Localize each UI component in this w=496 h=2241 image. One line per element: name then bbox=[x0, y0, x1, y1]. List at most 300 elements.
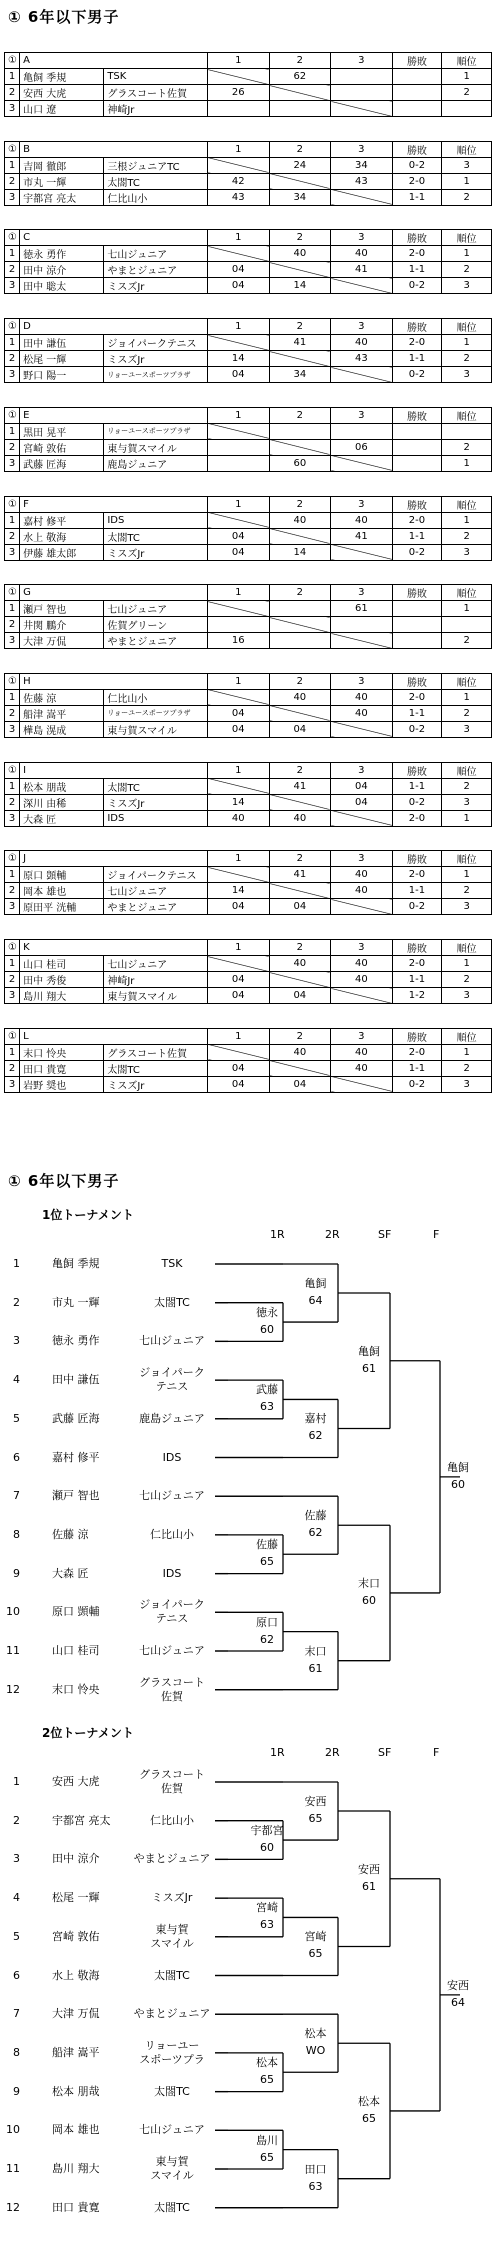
player-name: 船津 嵩平 bbox=[20, 705, 104, 721]
player-club: グラスコート 佐賀 bbox=[139, 1768, 205, 1795]
player-club: 東与賀スマイル bbox=[104, 439, 208, 455]
player-number: 9 bbox=[13, 1566, 20, 1580]
match-score: 34 bbox=[269, 367, 331, 383]
tournament-label: 2位トーナメント bbox=[42, 1726, 134, 1740]
column-header: 勝敗 bbox=[392, 585, 442, 601]
match-score: 14 bbox=[208, 883, 270, 899]
match-score: 40 bbox=[269, 956, 331, 972]
winner-name: 松本 bbox=[256, 2056, 278, 2070]
match-score: 60 bbox=[260, 1841, 274, 1855]
player-club: 太閤TC bbox=[154, 1968, 190, 1982]
player-club: ジョイパーク テニス bbox=[139, 1598, 205, 1626]
match-score: 14 bbox=[208, 794, 270, 810]
rank: 2 bbox=[442, 262, 492, 278]
match-score: 61 bbox=[362, 1879, 376, 1893]
match-score: 40 bbox=[331, 1044, 393, 1060]
rank: 1 bbox=[442, 867, 492, 883]
player-name: 原田平 洸輔 bbox=[20, 899, 104, 915]
group-marker: ① bbox=[5, 319, 20, 335]
column-header: 勝敗 bbox=[392, 319, 442, 335]
column-header: 1 bbox=[208, 851, 270, 867]
win-loss: 0-2 bbox=[392, 278, 442, 294]
player-number: 5 bbox=[13, 1411, 20, 1425]
player-club: 七山ジュニア bbox=[104, 601, 208, 617]
player-name: 安西 大虎 bbox=[20, 85, 104, 101]
rank: 1 bbox=[442, 1044, 492, 1060]
winner-name: 武藤 bbox=[256, 1383, 278, 1397]
winner-name: 宮崎 bbox=[256, 1901, 278, 1915]
match-score: 61 bbox=[308, 1661, 323, 1675]
column-header: 勝敗 bbox=[392, 230, 442, 246]
player-name: 宮崎 敦佑 bbox=[20, 439, 104, 455]
match-score: 04 bbox=[208, 528, 270, 544]
group-marker: ① bbox=[5, 940, 20, 956]
player-club: TSK bbox=[104, 69, 208, 85]
player-club: 三根ジュニアTC bbox=[104, 157, 208, 173]
win-loss: 2-0 bbox=[392, 173, 442, 189]
player-name: 樺島 滉成 bbox=[20, 721, 104, 737]
player-number: 7 bbox=[13, 2007, 20, 2021]
player-name: 宇都宮 亮太 bbox=[52, 1813, 111, 1827]
player-club: やまとジュニア bbox=[104, 899, 208, 915]
winner-name: 亀飼 bbox=[447, 1460, 469, 1474]
player-club: リョーユースポーツプラザ bbox=[104, 367, 208, 383]
match-score: 40 bbox=[331, 689, 393, 705]
column-header: 順位 bbox=[442, 673, 492, 689]
player-club: リョーユースポーツプラザ bbox=[104, 423, 208, 439]
winner-name: 徳永 bbox=[256, 1306, 278, 1320]
player-name: 大津 万侃 bbox=[52, 2007, 100, 2021]
column-header: 3 bbox=[331, 940, 393, 956]
player-name: 深川 由稀 bbox=[20, 794, 104, 810]
rank: 2 bbox=[442, 883, 492, 899]
player-name: 田中 聡太 bbox=[20, 278, 104, 294]
row-number: 1 bbox=[5, 689, 20, 705]
row-number: 1 bbox=[5, 423, 20, 439]
player-club: 七山ジュニア bbox=[139, 1489, 205, 1503]
player-club: 神崎Jr bbox=[104, 101, 208, 117]
group-name: J bbox=[20, 851, 208, 867]
player-number: 12 bbox=[6, 1682, 20, 1696]
round-header: 1R bbox=[270, 1746, 285, 1759]
player-name: 佐藤 涼 bbox=[52, 1527, 89, 1541]
player-name: 山口 桂司 bbox=[20, 956, 104, 972]
winner-name: 末口 bbox=[304, 1644, 327, 1658]
match-score: 62 bbox=[269, 69, 331, 85]
rank: 1 bbox=[442, 512, 492, 528]
group-marker: ① bbox=[5, 496, 20, 512]
row-number: 1 bbox=[5, 246, 20, 262]
player-number: 6 bbox=[13, 1450, 20, 1464]
group-name: D bbox=[20, 319, 208, 335]
group-name: F bbox=[20, 496, 208, 512]
match-score: 40 bbox=[331, 1060, 393, 1076]
match-score: 64 bbox=[451, 1995, 465, 2009]
player-name: 岡本 雄也 bbox=[52, 2123, 100, 2137]
match-score: 04 bbox=[207, 972, 269, 988]
row-number: 1 bbox=[5, 335, 20, 351]
player-club: 仁比山小 bbox=[104, 689, 208, 705]
rank: 3 bbox=[442, 278, 492, 294]
player-name: 田口 貴寛 bbox=[20, 1060, 104, 1076]
player-name: 田口 貴寛 bbox=[52, 2200, 100, 2214]
column-header: 1 bbox=[208, 1028, 270, 1044]
column-header: 3 bbox=[331, 319, 393, 335]
match-score: 04 bbox=[208, 1060, 270, 1076]
match-score: 40 bbox=[269, 689, 331, 705]
match-score: 40 bbox=[269, 810, 331, 826]
player-club: 東与賀スマイル bbox=[104, 721, 208, 737]
player-club: 東与賀 スマイル bbox=[150, 1922, 194, 1950]
win-loss: 1-1 bbox=[392, 189, 442, 205]
group-marker: ① bbox=[5, 53, 20, 69]
player-club: ジョイパーク テニス bbox=[139, 1366, 205, 1394]
player-club: 七山ジュニア bbox=[139, 1334, 205, 1348]
win-loss: 1-1 bbox=[392, 883, 442, 899]
winner-name: 宇都宮 bbox=[250, 1824, 284, 1838]
row-number: 1 bbox=[5, 778, 20, 794]
player-club: 太閤TC bbox=[154, 2200, 190, 2214]
player-club: やまとジュニア bbox=[133, 2007, 211, 2021]
column-header: 2 bbox=[269, 762, 331, 778]
player-name: 宇都宮 亮太 bbox=[20, 189, 104, 205]
player-club: ミスズJr bbox=[104, 794, 208, 810]
player-name: 水上 敬海 bbox=[20, 528, 104, 544]
column-header: 2 bbox=[269, 407, 331, 423]
win-loss: 2-0 bbox=[392, 246, 442, 262]
column-header: 3 bbox=[331, 673, 393, 689]
group-name: G bbox=[20, 585, 208, 601]
player-number: 4 bbox=[13, 1891, 20, 1905]
column-header: 順位 bbox=[442, 53, 492, 69]
match-score: 43 bbox=[331, 173, 393, 189]
match-score: 41 bbox=[269, 778, 331, 794]
match-score: 60 bbox=[260, 1323, 274, 1337]
rank: 1 bbox=[442, 246, 492, 262]
column-header: 1 bbox=[208, 319, 270, 335]
match-score: 04 bbox=[331, 778, 393, 794]
row-number: 1 bbox=[5, 867, 20, 883]
match-score: 04 bbox=[208, 367, 270, 383]
column-header: 順位 bbox=[442, 762, 492, 778]
column-header: 勝敗 bbox=[392, 851, 442, 867]
player-number: 4 bbox=[13, 1373, 20, 1387]
player-number: 6 bbox=[13, 1968, 20, 1982]
column-header: 1 bbox=[207, 141, 269, 157]
row-number: 1 bbox=[5, 601, 20, 617]
row-number: 1 bbox=[5, 956, 20, 972]
player-number: 7 bbox=[13, 1489, 20, 1503]
rank: 3 bbox=[442, 794, 492, 810]
row-number: 1 bbox=[5, 69, 20, 85]
match-score: 34 bbox=[331, 157, 393, 173]
row-number: 3 bbox=[5, 810, 20, 826]
player-name: 武藤 匠海 bbox=[52, 1411, 100, 1425]
row-number: 3 bbox=[5, 367, 20, 383]
player-name: 武藤 匠海 bbox=[20, 455, 104, 471]
rank: 2 bbox=[442, 633, 492, 649]
winner-name: 原口 bbox=[256, 1615, 278, 1629]
player-club: IDS bbox=[104, 810, 208, 826]
round-header: 2R bbox=[325, 1228, 340, 1241]
win-loss: 0-2 bbox=[392, 1076, 442, 1092]
rank: 3 bbox=[442, 1076, 492, 1092]
match-score: 62 bbox=[308, 1526, 323, 1540]
player-number: 10 bbox=[6, 1605, 20, 1619]
row-number: 3 bbox=[5, 278, 20, 294]
group-name: E bbox=[20, 407, 208, 423]
row-number: 3 bbox=[5, 633, 20, 649]
column-header: 勝敗 bbox=[392, 673, 442, 689]
match-score: 40 bbox=[331, 867, 393, 883]
match-score: 40 bbox=[269, 246, 331, 262]
match-score: 61 bbox=[331, 601, 393, 617]
column-header: 勝敗 bbox=[392, 1028, 442, 1044]
player-name: 吉岡 徹郎 bbox=[20, 157, 104, 173]
player-club: 七山ジュニア bbox=[139, 1644, 205, 1657]
row-number: 2 bbox=[5, 439, 20, 455]
row-number: 3 bbox=[5, 544, 20, 560]
match-score: 40 bbox=[331, 956, 393, 972]
win-loss: 2-0 bbox=[392, 1044, 442, 1060]
row-number: 1 bbox=[5, 512, 20, 528]
column-header: 2 bbox=[269, 585, 331, 601]
match-score: 65 bbox=[260, 2150, 274, 2164]
column-header: 順位 bbox=[442, 407, 492, 423]
column-header: 1 bbox=[207, 53, 269, 69]
rank: 2 bbox=[442, 189, 492, 205]
match-score: 60 bbox=[451, 1477, 465, 1491]
player-name: 島川 翔大 bbox=[52, 2162, 100, 2175]
match-score: 41 bbox=[269, 335, 331, 351]
column-header: 順位 bbox=[442, 1028, 492, 1044]
player-name: 黒田 晃平 bbox=[20, 423, 104, 439]
row-number: 2 bbox=[5, 85, 20, 101]
player-club: 七山ジュニア bbox=[104, 246, 208, 262]
row-number: 2 bbox=[5, 705, 20, 721]
player-name: 島川 翔大 bbox=[20, 988, 104, 1004]
match-score: 42 bbox=[207, 173, 269, 189]
player-name: 大森 匠 bbox=[20, 810, 104, 826]
player-club: 鹿島ジュニア bbox=[104, 455, 208, 471]
page-title: ① 6年以下男子 bbox=[8, 8, 120, 26]
row-number: 1 bbox=[5, 1044, 20, 1060]
player-name: 田中 涼介 bbox=[52, 1852, 100, 1866]
player-club: ジョイパークテニス bbox=[104, 335, 208, 351]
column-header: 1 bbox=[208, 407, 270, 423]
row-number: 2 bbox=[5, 1060, 20, 1076]
group-name: B bbox=[20, 141, 208, 157]
winner-name: 島川 bbox=[256, 2133, 278, 2147]
player-name: 末口 怜央 bbox=[52, 1682, 100, 1696]
player-club: グラスコート 佐賀 bbox=[139, 1675, 205, 1703]
column-header: 1 bbox=[208, 230, 270, 246]
match-score: 43 bbox=[331, 351, 393, 367]
player-club: リョーユースポーツプラザ bbox=[104, 705, 208, 721]
column-header: 勝敗 bbox=[392, 762, 442, 778]
match-score: 04 bbox=[331, 794, 393, 810]
player-number: 10 bbox=[6, 2123, 20, 2137]
player-club: 東与賀スマイル bbox=[104, 988, 208, 1004]
column-header: 順位 bbox=[442, 141, 492, 157]
player-club: 鹿島ジュニア bbox=[139, 1411, 205, 1425]
player-name: 岡本 雄也 bbox=[20, 883, 104, 899]
match-score: 61 bbox=[362, 1361, 376, 1375]
column-header: 順位 bbox=[442, 940, 492, 956]
match-score: 04 bbox=[269, 988, 331, 1004]
match-score: 65 bbox=[308, 1947, 323, 1961]
player-club: 七山ジュニア bbox=[104, 883, 208, 899]
group-name: L bbox=[20, 1028, 208, 1044]
player-club: 太閤TC bbox=[154, 1295, 190, 1309]
match-score: 04 bbox=[208, 262, 270, 278]
winner-name: 佐藤 bbox=[256, 1538, 278, 1552]
match-score: 40 bbox=[331, 705, 393, 721]
group-name: I bbox=[20, 762, 208, 778]
match-score: 04 bbox=[207, 988, 269, 1004]
match-score: 40 bbox=[331, 335, 393, 351]
match-score: 04 bbox=[207, 705, 269, 721]
row-number: 3 bbox=[5, 988, 20, 1004]
player-club: やまとジュニア bbox=[104, 633, 208, 649]
group-marker: ① bbox=[5, 141, 20, 157]
match-score: 14 bbox=[208, 351, 270, 367]
player-name: 徳永 勇作 bbox=[52, 1334, 100, 1348]
player-club: やまとジュニア bbox=[133, 1852, 211, 1866]
match-score: 63 bbox=[308, 2179, 323, 2193]
player-name: 岩野 奨也 bbox=[20, 1076, 104, 1092]
winner-name: 亀飼 bbox=[358, 1344, 380, 1358]
tournament-title: ① 6年以下男子 bbox=[8, 1172, 120, 1190]
player-name: 田中 謙伍 bbox=[52, 1373, 100, 1387]
match-score: 40 bbox=[269, 512, 331, 528]
rank: 2 bbox=[442, 972, 492, 988]
match-score: 62 bbox=[260, 1632, 274, 1646]
row-number: 2 bbox=[5, 528, 20, 544]
column-header: 2 bbox=[269, 319, 331, 335]
win-loss: 0-2 bbox=[392, 157, 442, 173]
column-header: 3 bbox=[331, 53, 393, 69]
group-marker: ① bbox=[5, 230, 20, 246]
column-header: 勝敗 bbox=[392, 53, 442, 69]
player-club: 東与賀 スマイル bbox=[150, 2155, 194, 2182]
player-name: 船津 嵩平 bbox=[52, 2045, 100, 2059]
column-header: 1 bbox=[207, 585, 269, 601]
match-score: 40 bbox=[331, 883, 393, 899]
player-club: 七山ジュニア bbox=[139, 2123, 205, 2137]
win-loss: 2-0 bbox=[392, 867, 442, 883]
player-club: IDS bbox=[162, 1566, 182, 1580]
match-score: 65 bbox=[260, 2073, 274, 2087]
player-club: 太閤TC bbox=[104, 1060, 208, 1076]
match-score: 14 bbox=[269, 278, 331, 294]
player-name: 水上 敬海 bbox=[52, 1968, 100, 1982]
match-score: 65 bbox=[260, 1555, 274, 1569]
rank: 2 bbox=[442, 1060, 492, 1076]
player-club: グラスコート佐賀 bbox=[104, 1044, 208, 1060]
win-loss: 0-2 bbox=[392, 721, 442, 737]
column-header: 1 bbox=[207, 940, 269, 956]
column-header: 1 bbox=[208, 496, 270, 512]
player-name: 瀬戸 智也 bbox=[52, 1489, 100, 1503]
winner-name: 安西 bbox=[358, 1862, 380, 1876]
rank: 3 bbox=[442, 544, 492, 560]
match-score: 63 bbox=[260, 1400, 274, 1414]
rank: 3 bbox=[442, 988, 492, 1004]
win-loss: 2-0 bbox=[392, 335, 442, 351]
match-score: 41 bbox=[331, 262, 393, 278]
winner-name: 亀飼 bbox=[304, 1277, 327, 1291]
column-header: 3 bbox=[331, 496, 393, 512]
column-header: 2 bbox=[269, 230, 331, 246]
column-header: 3 bbox=[331, 1028, 393, 1044]
player-number: 8 bbox=[13, 2045, 20, 2059]
match-score: 04 bbox=[208, 278, 270, 294]
win-loss: 1-1 bbox=[392, 528, 442, 544]
win-loss: 0-2 bbox=[392, 794, 442, 810]
player-name: 原口 顗輔 bbox=[52, 1605, 100, 1619]
rank: 2 bbox=[442, 705, 492, 721]
player-club: 仁比山小 bbox=[150, 1813, 194, 1827]
match-score: 62 bbox=[308, 1429, 323, 1443]
player-club: TSK bbox=[161, 1257, 183, 1270]
round-header: 1R bbox=[270, 1228, 285, 1241]
column-header: 順位 bbox=[442, 319, 492, 335]
win-loss: 1-1 bbox=[392, 262, 442, 278]
player-number: 11 bbox=[6, 2162, 20, 2175]
row-number: 2 bbox=[5, 262, 20, 278]
match-score: 40 bbox=[331, 972, 393, 988]
player-name: 末口 怜央 bbox=[20, 1044, 104, 1060]
column-header: 2 bbox=[269, 496, 331, 512]
win-loss: 1-2 bbox=[392, 988, 442, 1004]
winner-name: 佐藤 bbox=[304, 1509, 327, 1523]
round-header: SF bbox=[378, 1228, 392, 1241]
column-header: 順位 bbox=[442, 230, 492, 246]
match-score: 06 bbox=[331, 439, 393, 455]
player-name: 田中 秀俊 bbox=[20, 972, 104, 988]
match-score: 63 bbox=[260, 1918, 274, 1932]
player-name: 伊藤 雄太郎 bbox=[20, 544, 104, 560]
player-club: ミスズJr bbox=[104, 351, 208, 367]
row-number: 2 bbox=[5, 351, 20, 367]
player-number: 3 bbox=[13, 1852, 20, 1866]
winner-name: 末口 bbox=[358, 1576, 380, 1590]
round-header: SF bbox=[378, 1746, 392, 1759]
match-score: 41 bbox=[269, 867, 331, 883]
player-club: 仁比山小 bbox=[150, 1527, 194, 1541]
column-header: 3 bbox=[331, 141, 393, 157]
player-name: 安西 大虎 bbox=[52, 1775, 100, 1788]
round-header: 2R bbox=[325, 1746, 340, 1759]
player-name: 松尾 一輝 bbox=[20, 351, 104, 367]
match-score: 40 bbox=[208, 810, 270, 826]
match-score: 04 bbox=[208, 544, 270, 560]
match-score: 14 bbox=[269, 544, 331, 560]
win-loss: 0-2 bbox=[392, 544, 442, 560]
rank: 1 bbox=[442, 455, 492, 471]
row-number: 3 bbox=[5, 721, 20, 737]
match-score: 40 bbox=[331, 246, 393, 262]
column-header: 3 bbox=[331, 762, 393, 778]
win-loss: 1-1 bbox=[392, 778, 442, 794]
rank: 3 bbox=[442, 367, 492, 383]
match-score: 04 bbox=[269, 899, 331, 915]
player-club: 太閤TC bbox=[154, 2084, 190, 2098]
win-loss: 2-0 bbox=[392, 810, 442, 826]
rank: 1 bbox=[442, 956, 492, 972]
player-name: 瀬戸 智也 bbox=[20, 601, 104, 617]
